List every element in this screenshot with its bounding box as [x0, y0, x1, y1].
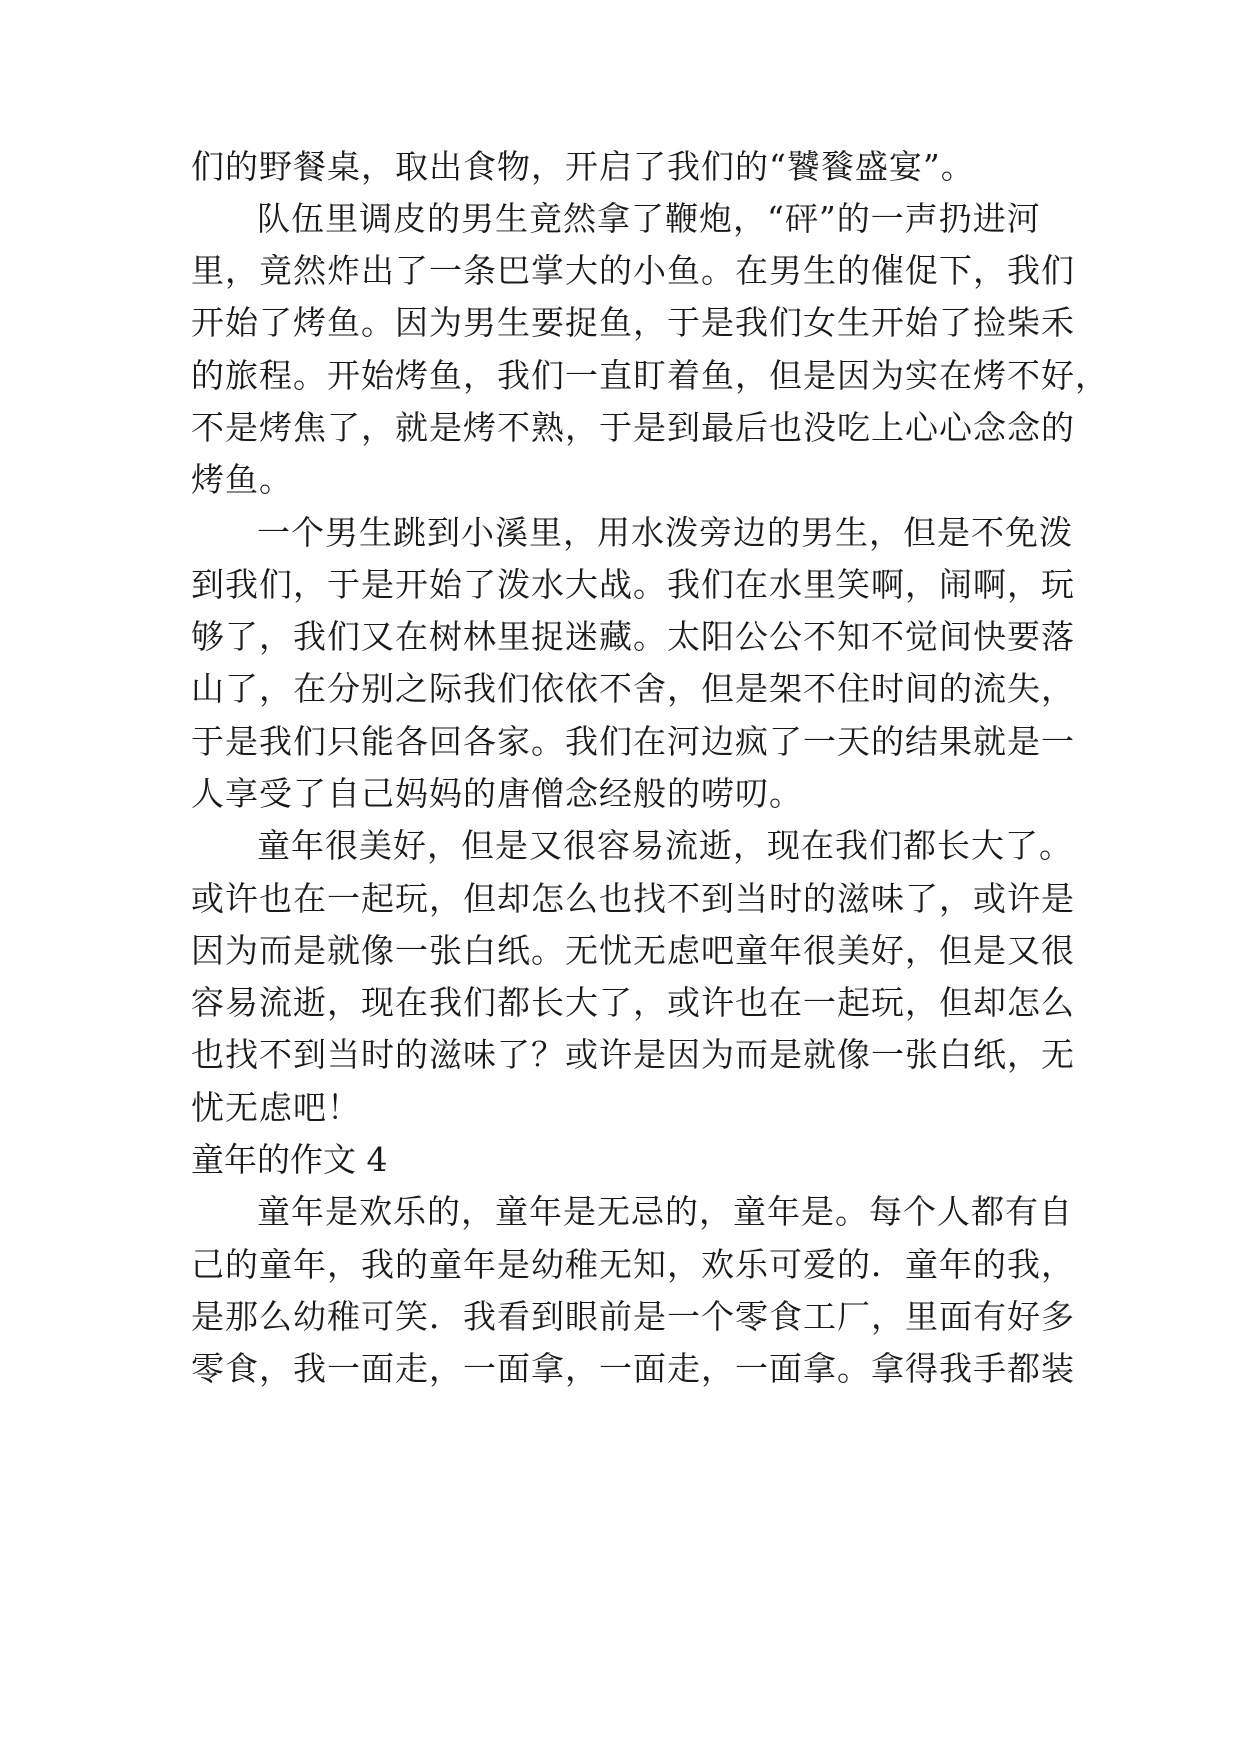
paragraph-3-line-5: 于是我们只能各回各家。我们在河边疯了一天的结果就是一 [191, 722, 1075, 761]
paragraph-3-line-3: 够了，我们又在树林里捉迷藏。太阳公公不知不觉间快要落 [191, 617, 1075, 656]
paragraph-2-line-6: 烤鱼。 [191, 460, 293, 499]
paragraph-3-line-1: 一个男生跳到小溪里，用水泼旁边的男生，但是不免泼 [257, 513, 1073, 552]
paragraph-4-line-2: 或许也在一起玩，但却怎么也找不到当时的滋味了，或许是 [191, 879, 1075, 918]
paragraph-2-line-4: 的旅程。开始烤鱼，我们一直盯着鱼，但是因为实在烤不好， [191, 356, 1109, 395]
paragraph-5-line-2: 己的童年，我的童年是幼稚无知，欢乐可爱的．童年的我， [191, 1245, 1075, 1284]
paragraph-5-line-3: 是那么幼稚可笑．我看到眼前是一个零食工厂，里面有好多 [191, 1297, 1075, 1336]
paragraph-5-line-4: 零食，我一面走，一面拿，一面走，一面拿。拿得我手都装 [191, 1349, 1075, 1388]
section-heading: 童年的作文 4 [191, 1140, 388, 1179]
paragraph-2-line-3: 开始了烤鱼。因为男生要捉鱼，于是我们女生开始了捡柴禾 [191, 303, 1075, 342]
paragraph-2-line-2: 里，竟然炸出了一条巴掌大的小鱼。在男生的催促下，我们 [191, 251, 1075, 290]
paragraph-4-line-1: 童年很美好，但是又很容易流逝，现在我们都长大了。 [257, 826, 1073, 865]
paragraph-5-line-1: 童年是欢乐的，童年是无忌的，童年是。每个人都有自 [257, 1192, 1073, 1231]
paragraph-3-line-2: 到我们，于是开始了泼水大战。我们在水里笑啊，闹啊，玩 [191, 565, 1075, 604]
paragraph-2-line-5: 不是烤焦了，就是烤不熟，于是到最后也没吃上心心念念的 [191, 408, 1075, 447]
paragraph-1-line-1: 们的野餐桌，取出食物，开启了我们的“饕餮盛宴”。 [191, 147, 975, 186]
paragraph-4-line-6: 忧无虑吧！ [191, 1088, 361, 1127]
paragraph-2-line-1: 队伍里调皮的男生竟然拿了鞭炮，“砰”的一声扔进河 [257, 199, 1041, 238]
paragraph-4-line-5: 也找不到当时的滋味了？或许是因为而是就像一张白纸，无 [191, 1035, 1075, 1074]
paragraph-4-line-3: 因为而是就像一张白纸。无忧无虑吧童年很美好，但是又很 [191, 931, 1075, 970]
paragraph-3-line-6: 人享受了自己妈妈的唐僧念经般的唠叨。 [191, 774, 803, 813]
paragraph-4-line-4: 容易流逝，现在我们都长大了，或许也在一起玩，但却怎么 [191, 983, 1075, 1022]
paragraph-3-line-4: 山了，在分别之际我们依依不舍，但是架不住时间的流失， [191, 669, 1075, 708]
